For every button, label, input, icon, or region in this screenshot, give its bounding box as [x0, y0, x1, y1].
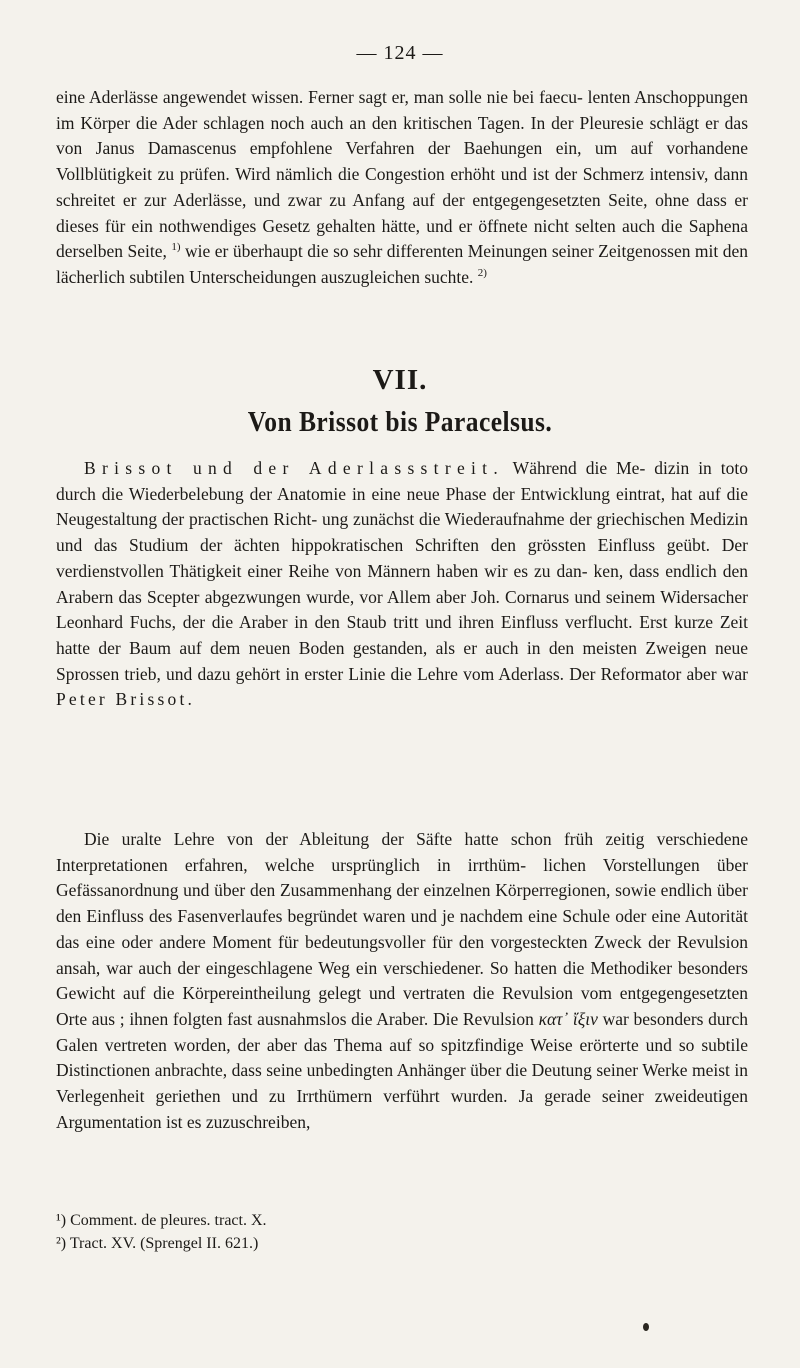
intro-text-mid: wie er überhaupt die so sehr differenten Meinungen seiner Zeitgenossen mit den lächerlich subtilen Unterscheidungen auszugleichen suchte. — [56, 241, 749, 287]
footnote-ref-1: 1) — [171, 241, 181, 254]
footnotes — [56, 1209, 748, 1255]
paragraph-1-text: Während die Me- dizin in toto durch die Wiederbelebung der Anatomie in eine neue Phase der Entwicklung eintrat, hat auf die Neugestaltung der practischen Richt- ung zunächst die Wiederaufnahme der griechischen Medizin und das Studium der ächten hippokratischen Schriften den grössten Einfluss geübt. Der verdienstvollen Thätigkeit einer Reihe von Männern haben wir es zu dan- ken, dass endlich den Arabern das Scepter abgezwungen wurde, vor Allem aber Joh. Cornarus und seinem Widersacher Leonhard Fuchs, der die Araber in den Staub tritt und ihren Einfluss verflucht. Erst kurze Zeit hatte der Baum auf dem neuen Boden gestanden, als er auch in den meisten Zweigen neue Sprossen trieb, und dazu gehört in erster Linie die Lehre vom Aderlass. Der Reformator aber war — [56, 458, 748, 684]
section-number: VII. — [372, 364, 428, 396]
ink-spot — [643, 1323, 649, 1331]
greek-phrase: κατ᾽ ἴξιν — [538, 1008, 598, 1029]
paragraph-lead: Brissot und der Aderlassstreit. — [84, 458, 505, 478]
footnote-1 — [56, 1209, 748, 1232]
paragraph-1 — [56, 456, 748, 713]
intro-text: eine Aderlässe angewendet wissen. Ferner sagt er, man solle nie bei faecu- lenten Anschoppungen im Körper die Ader schlagen noch auch an den kritischen Tagen. In der Pleuresie schlägt er das von Janus Damascenus empfohlene Verfahren der Baehungen ein, um auf vorhandene Vollblütigkeit zu prüfen. Wird nämlich die Congestion erhöht und ist der Schmerz intensiv, dann schreitet er zur Aderlässe, und zwar zu Anfang auf der entgegengesetzten Seite, ohne dass er dieses für ein nothwendiges Gesetz gehalten hätte, und er öffnete nicht selten auch die Saphena derselben Seite, — [56, 87, 748, 262]
section-title: Von Brissot bis Paracelsus. — [247, 406, 553, 438]
footnote-2-text: Tract. XV. (Sprengel II. 621.) — [69, 1235, 259, 1252]
intro-paragraph — [56, 85, 748, 291]
paragraph-2 — [56, 827, 748, 1135]
footnote-ref-2: 2) — [477, 267, 487, 280]
footnote-1-text: Comment. de pleures. tract. X. — [70, 1212, 267, 1229]
footnote-1-marker: ¹) — [56, 1212, 67, 1229]
page-number: — 124 — — [356, 42, 444, 64]
footnote-2 — [56, 1232, 748, 1255]
person-name: Peter Brissot. — [56, 689, 196, 710]
footnote-2-marker: ²) — [56, 1235, 67, 1252]
paragraph-2-text-a: Die uralte Lehre von der Ableitung der Säfte hatte schon früh zeitig verschiedene Interpretationen erfahren, welche ursprünglich in irrthüm- lichen Vorstellungen über Gefässanordnung und über den Zusammenhang der einzelnen Körperregionen, sowie endlich über den Einfluss des Fasenverlaufes begründet waren und je nachdem eine Schule oder eine Autorität das eine oder andere Moment für bedeutungsvoller für den vorgesteckten Zweck der Revulsion ansah, war auch der eingeschlagene Weg ein verschiedener. So hatten die Methodiker besonders Gewicht auf die Körpereintheilung gelegt und vertraten die Revulsion vom entgegengesetzten Orte aus ; ihnen folgten fast ausnahmslos die Araber. Die Revulsion — [56, 829, 748, 1029]
paragraph-2-text-b: war besonders durch Galen vertreten worden, der aber das Thema auf so spitzfindige Weise erörterte und so subtile Distinctionen anbrachte, dass seine unbedingten Anhänger über die Deutung seiner Werke meist in Verlegenheit geriethen und zu Irrthümern verführt wurden. Ja gerade seiner zweideutigen Argumentation ist es zuzuschreiben, — [56, 1008, 749, 1132]
